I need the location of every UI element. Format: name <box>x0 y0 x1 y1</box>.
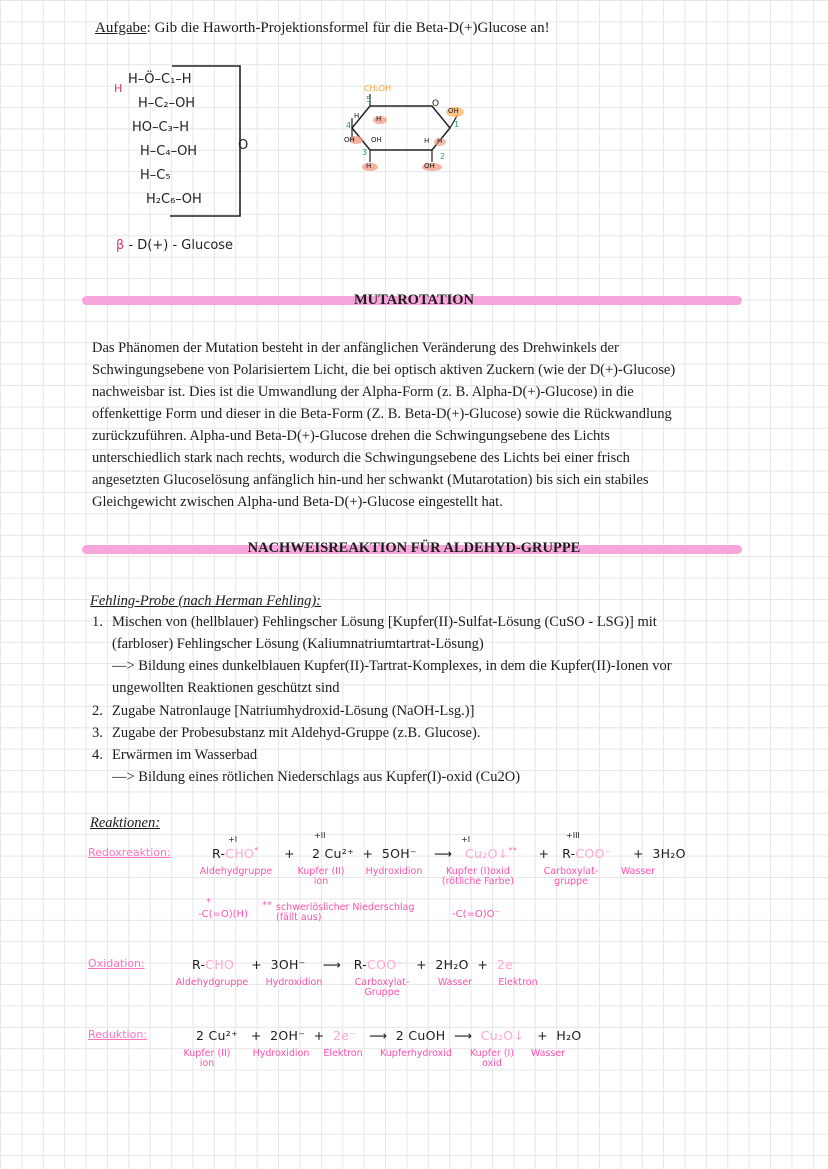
ox-label-hydroxid: Hydroxidion <box>265 977 323 988</box>
haworth-num-2: 2 <box>440 152 446 161</box>
haworth-num-4: 4 <box>346 121 352 130</box>
caption-text: - D(+) - Glucose <box>128 238 234 253</box>
reduktion-label: Reduktion: <box>88 1028 148 1041</box>
para-line: Schwingungsebene von Polarisiertem Licht, die bei optisch aktiven Zuckern (wie der D(+)-Glucose) <box>92 362 676 378</box>
task-label: Aufgabe <box>95 20 147 36</box>
note-doublestar: ** <box>262 900 272 911</box>
list-item-1-line-2: (farbloser) Fehlingscher Lösung (Kaliumnatriumtartrat-Lösung) <box>112 636 484 652</box>
fischer-row-4: H–C₄–OH <box>140 144 198 159</box>
fischer-projection <box>110 64 270 224</box>
redox-label-kupferoxid: Kupfer (I)oxid (rötliche Farbe) <box>441 866 515 887</box>
redox-equation: R-CHO* + 2 Cu²⁺ + 5OH⁻ ⟶ Cu₂O↓** + R-COO⁻ + 3H₂O <box>212 846 686 862</box>
task-line <box>95 17 550 39</box>
red-label-kupferoxid: Kupfer (I) oxid <box>469 1048 515 1069</box>
para-line: offenkettige Form und dieser in die Beta-Form (Z. B. Beta-D(+)-Glucose) sowie die Rückwandlung <box>92 406 672 422</box>
list-item-1-line-4: ungewollten Reaktionen geschützt sind <box>112 680 340 696</box>
list-item-2: 2. Zugabe Natronlauge [Natriumhydroxid-Lösung (NaOH-Lsg.)] <box>92 703 475 719</box>
mutarotation-title: MUTAROTATION <box>353 292 475 308</box>
para-line: Gleichgewicht zwischen Alpha-und Beta-D(+)-Glucose eingestellt hat. <box>92 494 503 510</box>
redox-label-wasser: Wasser <box>620 866 656 877</box>
haworth-h-2: H <box>424 137 430 145</box>
fischer-row-2: H–C₂–OH <box>138 96 196 111</box>
haworth-projection <box>340 84 480 179</box>
fischer-row-1: H–Ö–C₁–H <box>128 72 192 87</box>
list-item-3: 3. Zugabe der Probesubstanz mit Aldehyd-Gruppe (z.B. Glucose). <box>92 725 481 741</box>
redox-label-carboxylat: Carboxylat-gruppe <box>543 866 599 887</box>
note-struct-aldehyd: -C(=O)(H) <box>198 909 248 920</box>
para-line: angesetzten Glucoselösung anfänglich hin-und her schwankt (Mutarotation) bis sich ein stabiles <box>92 472 649 488</box>
haworth-num-3: 3 <box>362 148 368 157</box>
para-line: unterschiedlich stark nach rechts, wodurch die Schwingungsebene des Lichts bei einer frisch <box>92 450 630 466</box>
fischer-row-3: HO–C₃–H <box>132 120 190 135</box>
list-item-1-line-3: —> Bildung eines dunkelblauen Kupfer(II)-Tartrat-Komplexes, in dem die Kupfer(II)-Ionen vor <box>112 658 672 674</box>
note-star: * <box>206 897 211 908</box>
redox-label-kupfer2: Kupfer (II) ion <box>297 866 345 887</box>
oxidation-equation: R-CHO + 3OH⁻ ⟶ R-COO⁻ + 2H₂O + 2e⁻ <box>192 957 520 972</box>
ox-num-3: +I <box>461 835 471 844</box>
task-text: : Gib die Haworth-Projektionsformel für die Beta-D(+)Glucose an! <box>146 20 550 36</box>
fischer-ring-o: O <box>238 138 249 153</box>
red-label-wasser: Wasser <box>530 1048 566 1059</box>
ox-label-wasser: Wasser <box>437 977 473 988</box>
haworth-num-1: 1 <box>454 120 460 129</box>
ox-num-1: +I <box>228 835 238 844</box>
red-label-kupfer2: Kupfer (II) ion <box>183 1048 231 1069</box>
ox-label-aldehyd: Aldehydgruppe <box>175 977 249 988</box>
ox-num-2: +II <box>314 831 326 840</box>
haworth-num-5: 5 <box>366 95 372 104</box>
para-line: nachweisbar ist. Dies ist die Umwandlung der Alpha-Form (z. B. Alpha-D(+)-Glucose) in die <box>92 384 634 400</box>
mutarotation-paragraph <box>92 337 742 513</box>
para-line: zurückzuführen. Alpha-und Beta-D(+)-Glucose drehen die Schwingungsebene des Lichts <box>92 428 610 444</box>
note-struct-carboxylat: -C(=O)O⁻ <box>452 909 500 920</box>
fischer-h-left: H <box>114 82 123 95</box>
beta-symbol: β <box>116 238 125 253</box>
list-item-4-line-2: —> Bildung eines rötlichen Niederschlags aus Kupfer(I)-oxid (Cu2O) <box>112 769 521 785</box>
haworth-ring-o: O <box>432 99 440 109</box>
fischer-row-6: H₂C₆–OH <box>146 192 202 207</box>
haworth-oh-3: OH <box>371 136 382 144</box>
redox-label-hydroxid: Hydroxidion <box>365 866 423 877</box>
fischer-row-5: H–C₅ <box>140 168 171 183</box>
redox-label-aldehyd: Aldehydgruppe <box>199 866 273 877</box>
note-text: schwerlöslicher Niederschlag (fällt aus) <box>276 902 415 923</box>
red-label-elektron: Elektron <box>323 1048 363 1059</box>
para-line: Das Phänomen der Mutation besteht in der anfänglichen Veränderung des Drehwinkels der <box>92 340 619 356</box>
red-label-kupferhydroxid: Kupferhydroxid <box>380 1048 452 1059</box>
oxidation-label: Oxidation: <box>88 957 145 970</box>
haworth-h-5: H <box>376 115 382 123</box>
reaktionen-heading: Reaktionen: <box>90 815 161 831</box>
haworth-ring <box>340 84 480 179</box>
ox-label-elektron: Elektron <box>498 977 538 988</box>
haworth-oh-4: OH <box>344 136 355 144</box>
haworth-h-3: H <box>366 162 372 170</box>
ox-label-carboxylat: Carboxylat-Gruppe <box>354 977 410 998</box>
fischer-caption <box>116 238 233 253</box>
list-item-1: 1. Mischen von (hellblauer) Fehlingscher Lösung [Kupfer(II)-Sulfat-Lösung (CuSO - LSG)] mit <box>92 614 657 630</box>
haworth-ch2oh: CH₂OH <box>364 84 392 93</box>
redox-label: Redoxreaktion: <box>88 846 171 859</box>
haworth-h-4: H <box>354 112 360 120</box>
haworth-oh-2: OH <box>424 162 435 170</box>
list-item-4: 4. Erwärmen im Wasserbad <box>92 747 258 763</box>
reduktion-equation: 2 Cu²⁺ + 2OH⁻ + 2e⁻ ⟶ 2 CuOH ⟶ Cu₂O↓ + H₂O <box>196 1028 582 1043</box>
fehling-heading: Fehling-Probe (nach Herman Fehling): <box>90 593 321 609</box>
haworth-h-1: H <box>437 137 443 145</box>
nachweis-title: NACHWEISREAKTION FÜR ALDEHYD-GRUPPE <box>247 540 581 556</box>
haworth-oh-1: OH <box>448 107 459 115</box>
ox-num-4: +III <box>566 831 580 840</box>
red-label-hydroxid: Hydroxidion <box>252 1048 310 1059</box>
